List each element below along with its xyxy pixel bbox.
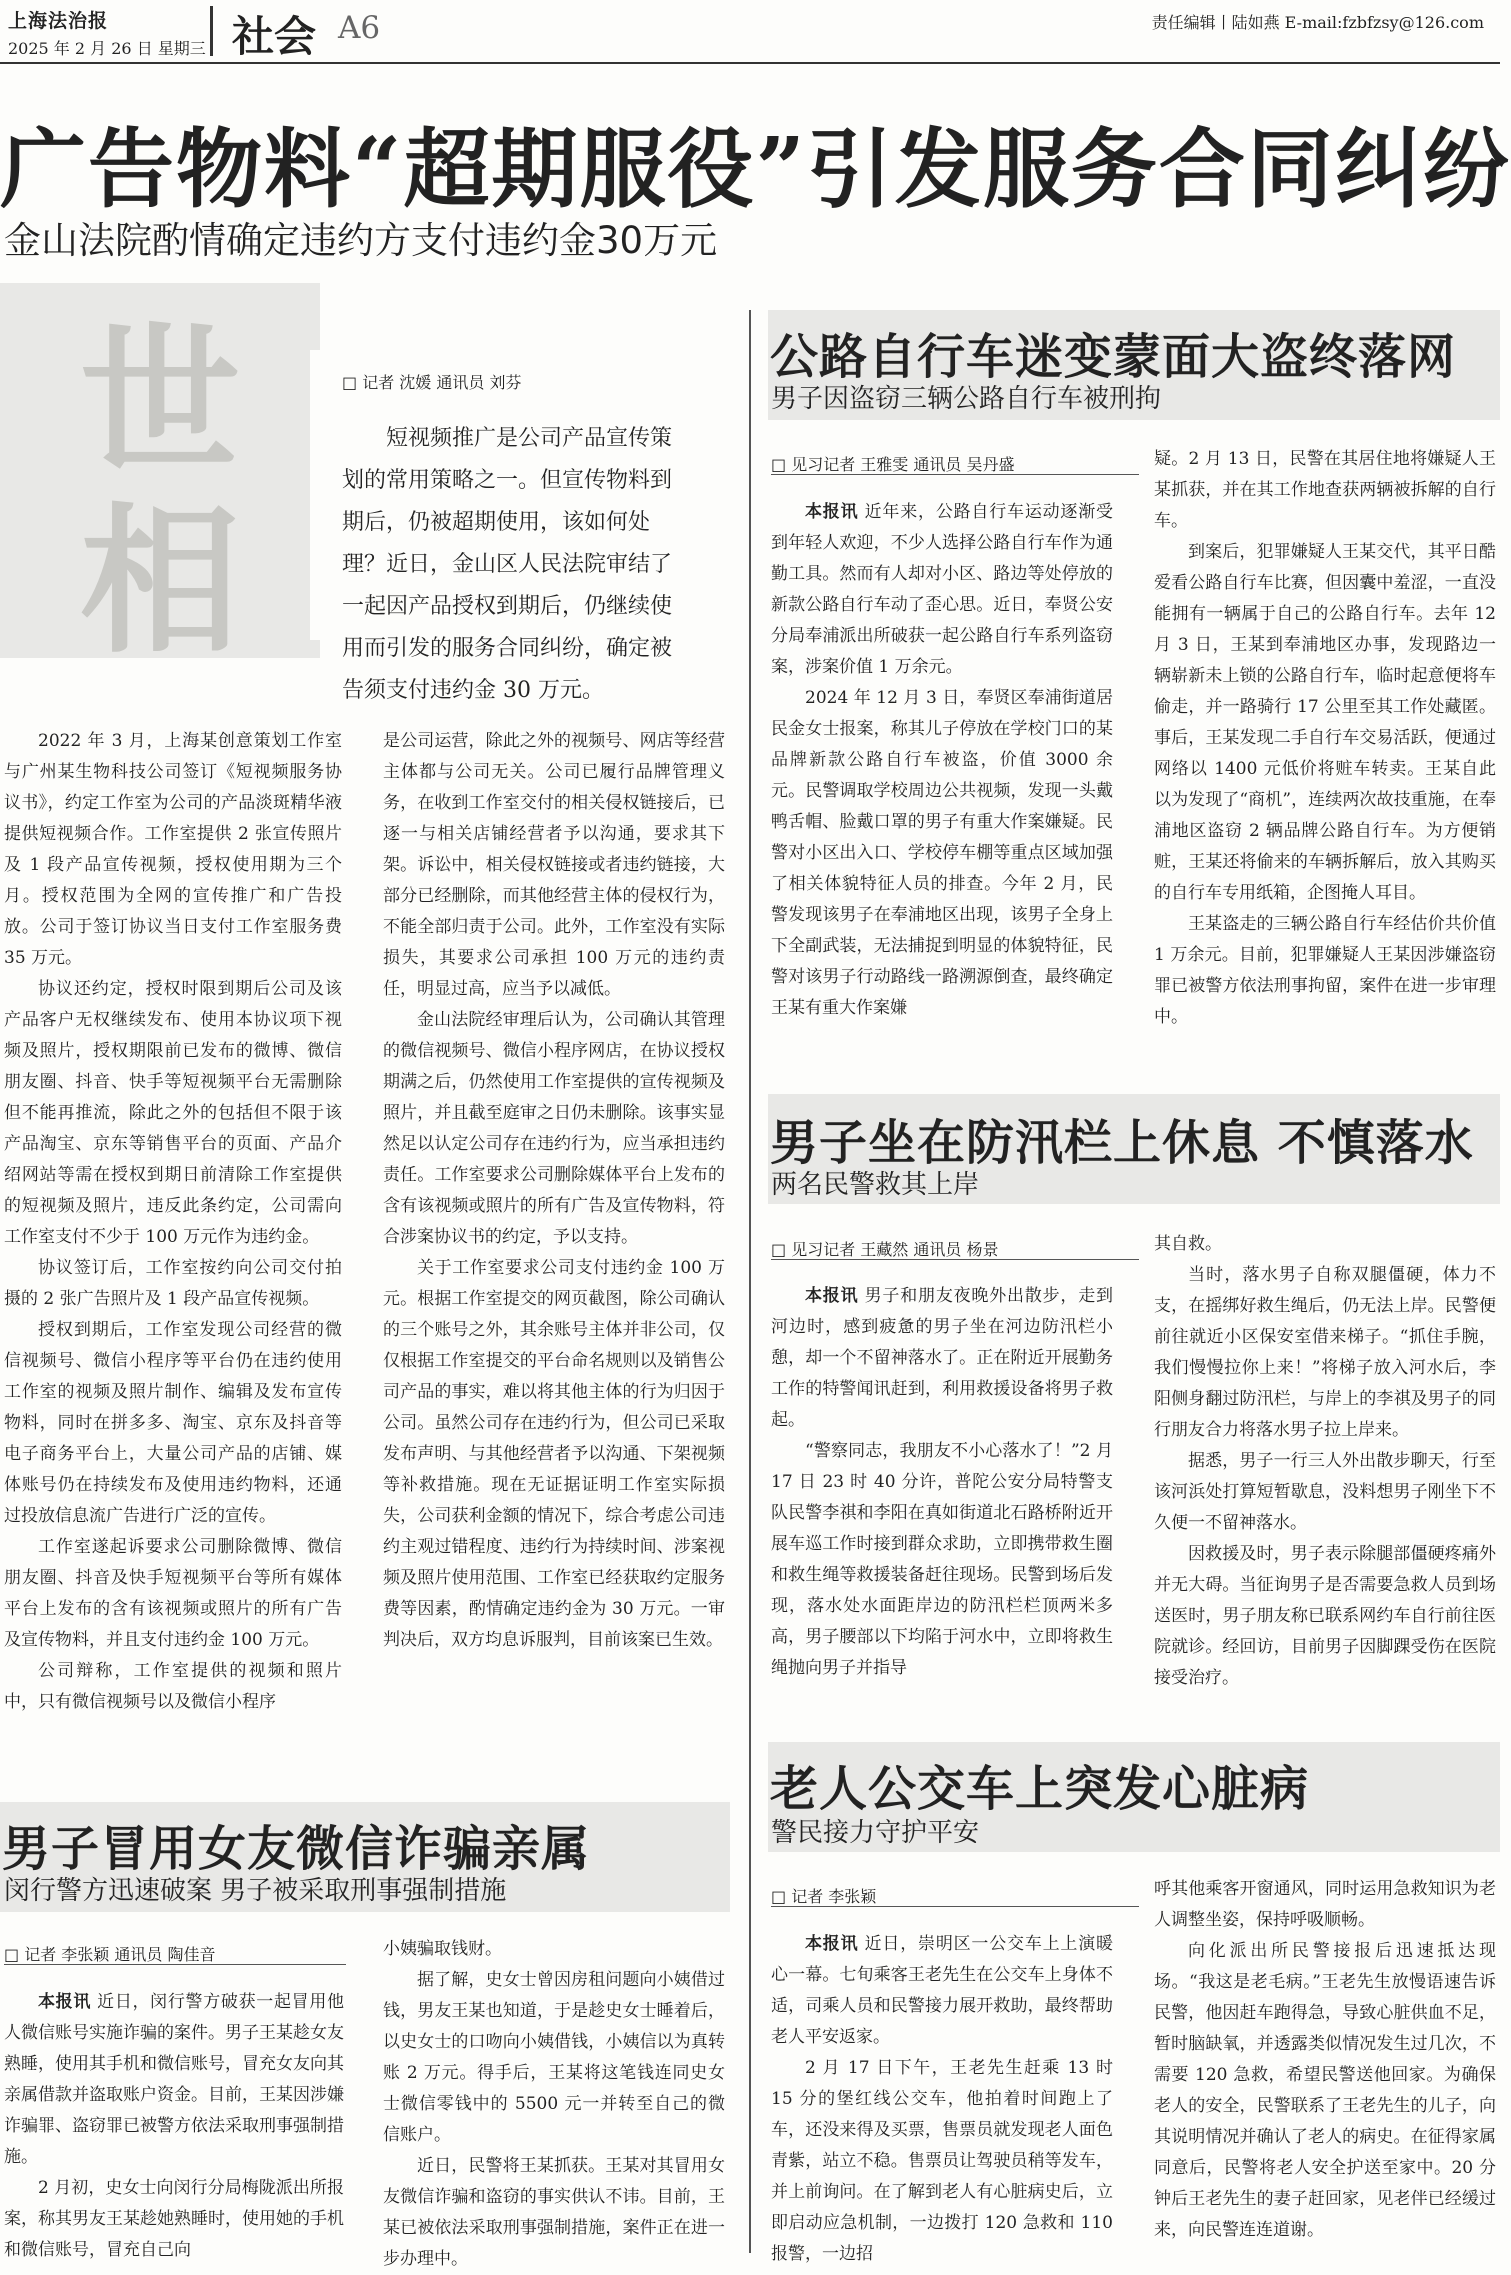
editor-line: 责任编辑丨陆如燕 E-mail:fzbfzsy@126.com (1151, 13, 1484, 32)
paragraph: 近日，崇明区一公交车上上演暖心一幕。七旬乘客王老先生在公交车上身体不适，司乘人员和民警接力展开救助，最终帮助老人平安返家。 (771, 1934, 1114, 2047)
paragraph: 小姨骗取钱财。 (383, 1939, 502, 1959)
paragraph: 据了解，史女士曾因房租问题向小姨借过钱，男友王某也知道，于是趁史女士睡着后，以史女士的口吻向小姨借钱，小姨信以为真转账 2 万元。得手后，王某将这笔钱连同史女士微信零钱中的 5500 元一并转至自己的微信账户。 (383, 1970, 725, 2145)
paragraph: 呼其他乘客开窗通风，同时运用急救知识为老人调整坐姿，保持呼吸顺畅。 (1154, 1879, 1496, 1930)
lead-label: 本报讯 (805, 1286, 859, 1306)
paragraph: 协议签订后，工作室按约向公司交付拍摄的 2 张广告照片及 1 段产品宣传视频。 (4, 1258, 342, 1309)
river-byline: □ 见习记者 王藏然 通讯员 杨景 (771, 1240, 999, 1259)
issue-date: 2025 年 2 月 26 日 星期三 (8, 39, 206, 58)
paragraph: “警察同志，我朋友不小心落水了！”2 月 17 日 23 时 40 分许，普陀公安分局特警支队民警李祺和李阳在真如街道北石路桥附近开展车巡工作时接到群众求助，立即携带救生圈和救生绳等救援装备赶往现场。民警到场后发现，落水处水面距岸边的防汛栏栏顶两米多高，男子腰部以下均陷于河水中，立即将救生绳抛向男子并指导 (771, 1441, 1113, 1678)
section-decoration (0, 283, 320, 675)
paragraph: 公司辩称，工作室提供的视频和照片中，只有微信视频号以及微信小程序 (4, 1661, 342, 1712)
river-column-2 (1154, 1229, 1496, 1694)
paragraph: 协议还约定，授权时限到期后公司及该产品客户无权继续发布、使用本协议项下视频及照片，授权期限前已发布的微博、微信朋友圈、抖音、快手等短视频平台无需删除但不能再推流，除此之外的包括但不限于该产品淘宝、京东等销售平台的页面、产品介绍网站等需在授权到期日前清除工作室提供的短视频及照片，违反此条约定，公司需向工作室支付不少于 100 万元作为违约金。 (4, 979, 342, 1247)
column-divider (749, 310, 751, 2253)
main-headline: 广告物料“超期服役”引发服务合同纠纷 (0, 119, 1511, 220)
bus-column-1 (771, 1929, 1113, 2270)
bike-column-1 (771, 497, 1113, 1024)
lead-label: 本报讯 (38, 1992, 92, 2012)
main-subheadline: 金山法院酌情确定违约方支付违约金30万元 (4, 219, 718, 262)
paragraph: 疑。2 月 13 日，民警在其居住地将嫌疑人王某抓获，并在其工作地查获两辆被拆解的自行车。 (1154, 449, 1496, 531)
bus-column-2 (1154, 1874, 1496, 2246)
river-byline-rule (771, 1259, 1139, 1260)
paragraph: 是公司运营，除此之外的视频号、网店等经营主体都与公司无关。公司已履行品牌管理义务，在收到工作室交付的相关侵权链接后，已逐一与相关店铺经营者予以沟通，要求其下架。诉讼中，相关侵权链接或者违约链接，大部分已经删除，而其他经营主体的侵权行为，不能全部归责于公司。此外，工作室没有实际损失，其要求公司承担 100 万元的违约责任，明显过高，应当予以减低。 (383, 731, 725, 999)
paragraph: 近日，闵行警方破获一起冒用他人微信账号实施诈骗的案件。男子王某趁女友熟睡，使用其手机和微信账号，冒充女友向其亲属借款并盗取账户资金。目前，王某因涉嫌诈骗罪、盗窃罪已被警方依法采取刑事强制措施。 (4, 1992, 345, 2167)
wechat-subheadline: 闵行警方迅速破案 男子被采取刑事强制措施 (4, 1876, 507, 1906)
paragraph: 近日，民警将王某抓获。王某对其冒用女友微信诈骗和盗窃的事实供认不讳。目前，王某已被依法采取刑事强制措施，案件正在进一步办理中。 (383, 2156, 725, 2269)
river-column-1 (771, 1281, 1113, 1684)
paragraph: 关于工作室要求公司支付违约金 100 万元。根据工作室提交的网页截图，除公司确认的三个账号之外，其余账号主体并非公司，仅仅根据工作室提交的平台命名规则以及销售公司产品的事实，难以将其他主体的行为归因于公司。虽然公司存在违约行为，但公司已采取发布声明、与其他经营者予以沟通、下架视频等补救措施。现在无证据证明工作室实际损失，公司获利金额的情况下，综合考虑公司违约主观过错程度、违约行为持续时间、涉案视频及照片使用范围、工作室已经获取约定服务费等因素，酌情确定违约金为 30 万元。一审判决后，双方均息诉服判，目前该案已生效。 (383, 1258, 725, 1650)
paragraph: 因救援及时，男子表示除腿部僵硬疼痛外并无大碍。当征询男子是否需要急救人员到场送医时，男子朋友称已联系网约车自行前往医院就诊。经回访，目前男子因脚踝受伤在医院接受治疗。 (1154, 1544, 1496, 1688)
paragraph: 2024 年 12 月 3 日，奉贤区奉浦街道居民金女士报案，称其儿子停放在学校门口的某品牌新款公路自行车被盗，价值 3000 余元。民警调取学校周边公共视频，发现一头戴鸭舌帽、脸戴口罩的男子有重大作案嫌疑。民警对小区出入口、学校停车棚等重点区域加强了相关体貌特征人员的排查。今年 2 月，民警发现该男子在奉浦地区出现，该男子全身上下全副武装，无法捕捉到明显的体貌特征，民警对该男子行动路线一路溯源倒查，最终确定王某有重大作案嫌 (771, 688, 1113, 1018)
bike-byline-rule (771, 474, 1139, 475)
bus-byline-rule (771, 1906, 1139, 1907)
bus-byline: □ 记者 李张颖 (771, 1887, 877, 1906)
bus-headline: 老人公交车上突发心脏病 (770, 1761, 1310, 1817)
bike-subheadline: 男子因盗窃三辆公路自行车被刑拘 (771, 384, 1162, 414)
paragraph: 向化派出所民警接报后迅速抵达现场。“我这是老毛病。”王老先生放慢语速告诉民警，他因赶车跑得急，导致心脏供血不足，暂时脑缺氧，并透露类似情况发生过几次，不需要 120 急救，希望民警送他回家。为确保老人的安全，民警联系了王老先生的儿子，向其说明情况并确认了老人的病史。在征得家属同意后，民警将老人安全护送至家中。20 分钟后王老先生的妻子赶回家，见老伴已经缓过来，向民警连连道谢。 (1154, 1941, 1496, 2240)
paper-name: 上海法治报 (8, 10, 109, 32)
bus-subheadline: 警民接力守护平安 (771, 1818, 980, 1848)
paragraph: 王某盗走的三辆公路自行车经估价共价值 1 万余元。目前，犯罪嫌疑人王某因涉嫌盗窃罪已被警方依法刑事拘留，案件在进一步审理中。 (1154, 914, 1496, 1027)
page-number: A6 (338, 10, 381, 46)
wechat-byline: □ 记者 李张颖 通讯员 陶佳音 (4, 1945, 216, 1964)
paragraph: 其自救。 (1154, 1234, 1222, 1254)
wechat-byline-rule (4, 1964, 346, 1965)
paragraph: 2022 年 3 月，上海某创意策划工作室与广州某生物科技公司签订《短视频服务协议书》，约定工作室为公司的产品淡斑精华液提供短视频合作。工作室提供 2 张宣传照片及 1 段产品宣传视频，授权使用期为三个月。授权范围为全网的宣传推广和广告投放。公司于签订协议当日支付工作室服务费 35 万元。 (4, 731, 342, 968)
paragraph: 据悉，男子一行三人外出散步聊天，行至该河浜处打算短暂歇息，没料想男子刚坐下不久便一不留神落水。 (1154, 1451, 1496, 1533)
lead-label: 本报讯 (805, 1934, 859, 1954)
deco-char-1: 世 (79, 307, 240, 495)
main-column-2 (383, 726, 725, 1656)
paragraph: 2 月 17 日下午，王老先生赶乘 13 时 15 分的堡红线公交车，他拍着时间跑上了车，还没来得及买票，售票员就发现老人面色青紫，站立不稳。售票员让驾驶员稍等发车，并上前询问。在了解到老人有心脏病史后，立即启动应急机制，一边拨打 120 急救和 110 报警，一边招 (771, 2058, 1113, 2264)
masthead-divider (210, 6, 213, 56)
paragraph: 到案后，犯罪嫌疑人王某交代，其平日酷爱看公路自行车比赛，但因囊中羞涩，一直没能拥有一辆属于自己的公路自行车。去年 12 月 3 日，王某到奉浦地区办事，发现路边一辆崭新未上锁的公路自行车，临时起意便将车偷走，并一路骑行 17 公里至其工作处藏匿。事后，王某发现二手自行车交易活跃，便通过网络以 1400 元低价将赃车转卖。王某自此以为发现了“商机”，连续两次故技重施，在奉浦地区盗窃 2 辆品牌公路自行车。为方便销赃，王某还将偷来的车辆拆解后，放入其购买的自行车专用纸箱，企图掩人耳目。 (1154, 542, 1496, 903)
deco-char-2: 相 (79, 487, 240, 675)
paragraph: 工作室遂起诉要求公司删除微博、微信朋友圈、抖音及快手短视频平台等所有媒体平台上发布的含有该视频或照片的所有广告及宣传物料，并且支付违约金 100 万元。 (4, 1537, 342, 1650)
wechat-column-2 (383, 1934, 725, 2275)
wechat-headline: 男子冒用女友微信诈骗亲属 (2, 1821, 591, 1877)
paragraph: 男子和朋友夜晚外出散步，走到河边时，感到疲惫的男子坐在河边防汛栏小憩，却一个不留神落水了。正在附近开展勤务工作的特警闻讯赶到，利用救援设备将男子救起。 (771, 1286, 1114, 1430)
main-byline: □ 记者 沈媛 通讯员 刘芬 (342, 373, 522, 392)
river-subheadline: 两名民警救其上岸 (771, 1170, 980, 1200)
bike-column-2 (1154, 444, 1496, 1033)
main-lead: 短视频推广是公司产品宣传策划的常用策略之一。但宣传物料到期后，仍被超期使用，该如何处理？近日，金山区人民法院审结了一起因产品授权到期后，仍继续使用而引发的服务合同纠纷，确定被告须支付违约金 30 万元。 (342, 426, 673, 703)
paragraph: 近年来，公路自行车运动逐渐受到年轻人欢迎，不少人选择公路自行车作为通勤工具。然而有人却对小区、路边等处停放的新款公路自行车动了歪心思。近日，奉贤公安分局奉浦派出所破获一起公路自行车系列盗窃案，涉案价值 1 万余元。 (771, 502, 1114, 677)
section-name: 社会 (232, 12, 317, 61)
masthead-rule (0, 62, 1500, 64)
lead-label: 本报讯 (805, 502, 859, 522)
paragraph: 2 月初，史女士向闵行分局梅陇派出所报案，称其男友王某趁她熟睡时，使用她的手机和微信账号，冒充自己向 (4, 2178, 344, 2260)
river-headline: 男子坐在防汛栏上休息 不慎落水 (770, 1115, 1474, 1171)
paragraph: 授权到期后，工作室发现公司经营的微信视频号、微信小程序等平台仍在违约使用工作室的视频及照片制作、编辑及发布宣传物料，同时在拼多多、淘宝、京东及抖音等电子商务平台上，大量公司产品的店铺、媒体账号仍在持续发布及使用违约物料，还通过投放信息流广告进行广泛的宣传。 (4, 1320, 342, 1526)
wechat-column-1 (4, 1987, 344, 2266)
paragraph: 当时，落水男子自称双腿僵硬，体力不支，在摇绑好救生绳后，仍无法上岸。民警便前往就近小区保安室借来梯子。“抓住手腕，我们慢慢拉你上来！”将梯子放入河水后，李阳侧身翻过防汛栏，与岸上的李祺及男子的同行朋友合力将落水男子拉上岸来。 (1154, 1265, 1496, 1440)
bike-headline: 公路自行车迷变蒙面大盗终落网 (770, 329, 1457, 385)
main-column-1 (4, 726, 342, 1718)
paragraph: 金山法院经审理后认为，公司确认其管理的微信视频号、微信小程序网店，在协议授权期满之后，仍然使用工作室提供的宣传视频及照片，并且截至庭审之日仍未删除。该事实显然足以认定公司存在违约行为，应当承担违约责任。工作室要求公司删除媒体平台上发布的含有该视频或照片的所有广告及宣传物料，符合涉案协议书的约定，予以支持。 (383, 1010, 725, 1247)
bike-byline: □ 见习记者 王雅雯 通讯员 吴丹盛 (771, 455, 1015, 474)
